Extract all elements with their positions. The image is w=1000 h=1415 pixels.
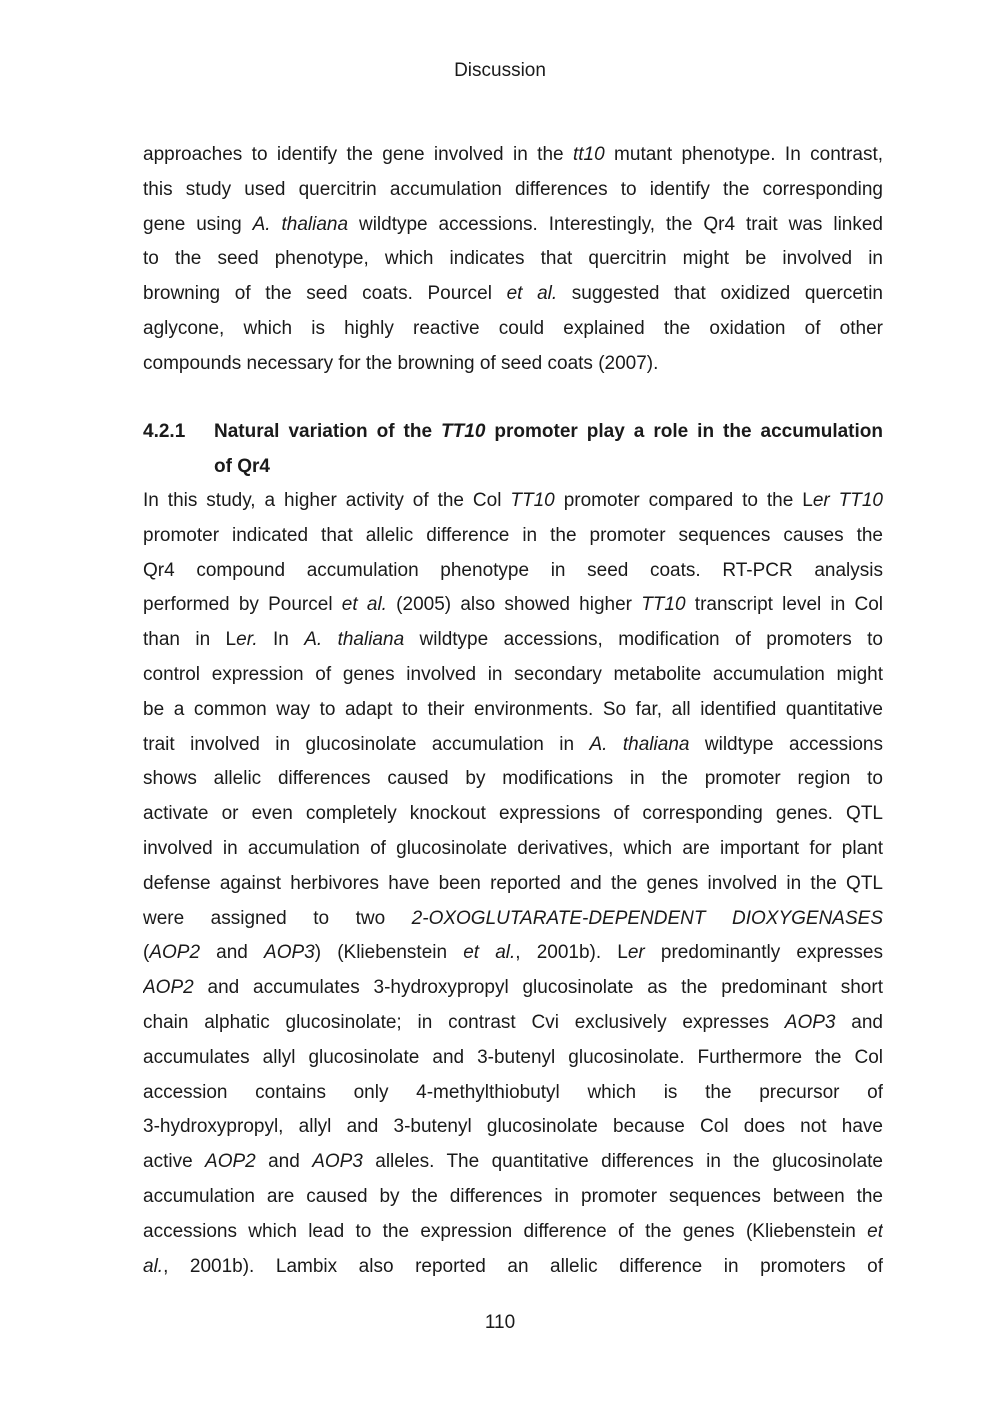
text-line: to the seed phenotype, which indicates that quercitrin might be involved in (143, 248, 883, 270)
paragraph-body (143, 484, 883, 1284)
text-line: shows allelic differences caused by modifications in the promoter region to (143, 768, 883, 790)
text-line: accumulates allyl glucosinolate and 3-butenyl glucosinolate. Furthermore the Col (143, 1046, 883, 1068)
text-line: 3-hydroxypropyl, allyl and 3-butenyl glucosinolate because Col does not have (143, 1116, 883, 1138)
running-header: Discussion (454, 60, 546, 81)
text-line: involved in accumulation of glucosinolate derivatives, which are important for plant (143, 837, 883, 859)
text-line: (AOP2 and AOP3) (Kliebenstein et al., 2001b). Ler predominantly expresses (143, 942, 883, 964)
section-heading-line-1 (143, 415, 883, 450)
text-line: control expression of genes involved in secondary metabolite accumulation might (143, 663, 883, 685)
paragraph-intro (143, 138, 883, 382)
text-line: active AOP2 and AOP3 alleles. The quantitative differences in the glucosinolate (143, 1151, 883, 1173)
text-line: were assigned to two 2-OXOGLUTARATE-DEPENDENT DIOXYGENASES (143, 907, 883, 929)
section-number: 4.2.1 (143, 421, 186, 442)
section-title: Natural variation of the TT10 promoter play a role in the accumulation (214, 421, 883, 442)
page-number: 110 (484, 1312, 516, 1333)
text-line: gene using A. thaliana wildtype accessions. Interestingly, the Qr4 trait was linked (143, 213, 883, 235)
text-line: than in Ler. In A. thaliana wildtype accessions, modification of promoters to (143, 629, 883, 651)
text-line: this study used quercitrin accumulation differences to identify the corresponding (143, 178, 883, 200)
text-line: performed by Pourcel et al. (2005) also showed higher TT10 transcript level in Col (143, 594, 883, 616)
text-line: In this study, a higher activity of the Col TT10 promoter compared to the Ler TT10 (143, 490, 883, 511)
section-heading-line-2: of Qr4 (214, 455, 270, 477)
text-line: Qr4 compound accumulation phenotype in seed coats. RT-PCR analysis (143, 559, 883, 581)
text-line: trait involved in glucosinolate accumulation in A. thaliana wildtype accessions (143, 733, 883, 755)
text-line: accessions which lead to the expression difference of the genes (Kliebenstein et (143, 1220, 883, 1242)
text-line: activate or even completely knockout expressions of corresponding genes. QTL (143, 803, 883, 825)
text-line: be a common way to adapt to their environments. So far, all identified quantitative (143, 698, 883, 720)
section-heading (143, 415, 883, 485)
text-line: aglycone, which is highly reactive could explained the oxidation of other (143, 317, 883, 339)
text-line: accession contains only 4-methylthiobutyl which is the precursor of (143, 1081, 883, 1103)
text-line: defense against herbivores have been reported and the genes involved in the QTL (143, 872, 883, 894)
text-line: approaches to identify the gene involved in the tt10 mutant phenotype. In contrast, (143, 144, 883, 165)
text-line: compounds necessary for the browning of seed coats (2007). (143, 352, 659, 374)
text-line: al., 2001b). Lambix also reported an allelic difference in promoters of (143, 1255, 883, 1277)
text-line: promoter indicated that allelic difference in the promoter sequences causes the (143, 524, 883, 546)
text-line: browning of the seed coats. Pourcel et al. suggested that oxidized quercetin (143, 283, 883, 305)
text-line: chain alphatic glucosinolate; in contrast Cvi exclusively expresses AOP3 and (143, 1011, 883, 1033)
text-line: accumulation are caused by the differences in promoter sequences between the (143, 1185, 883, 1207)
text-line: AOP2 and accumulates 3-hydroxypropyl glucosinolate as the predominant short (143, 977, 883, 999)
